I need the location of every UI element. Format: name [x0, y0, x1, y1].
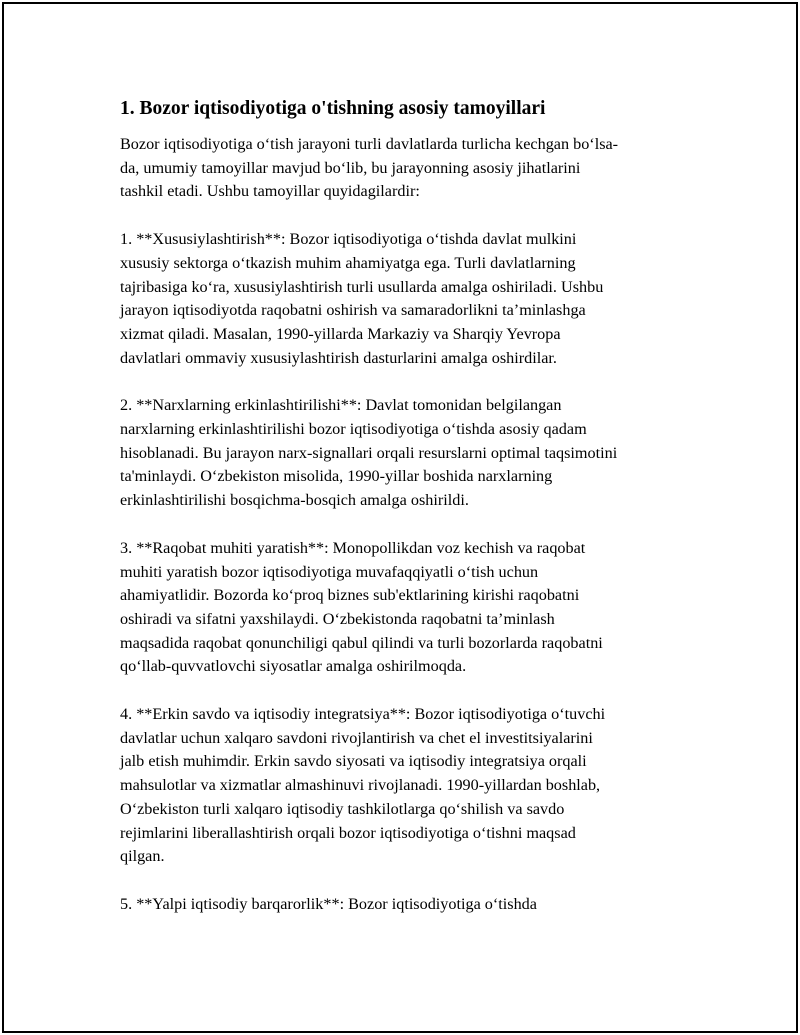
text-line: jarayon iqtisodiyotda raqobatni oshirish va samaradorlikni ta’minlashga: [120, 301, 586, 320]
text-line: O‘zbekiston turli xalqaro iqtisodiy tashkilotlarga qo‘shilish va savdo: [120, 799, 565, 818]
text-line: jalb etish muhimdir. Erkin savdo siyosati va iqtisodiy integratsiya orqali: [120, 752, 587, 771]
text-line: davlatlar uchun xalqaro savdoni rivojlantirish va chet el investitsiyalarini: [120, 728, 593, 747]
principle-5-paragraph: [120, 893, 694, 917]
text-line: 3. **Raqobat muhiti yaratish**: Monopollikdan voz kechish va raqobat: [120, 538, 586, 557]
text-line: tajribasiga ko‘ra, xususiylashtirish turli usullarda amalga oshiriladi. Ushbu: [120, 277, 604, 296]
section-heading: 1. Bozor iqtisodiyotiga o'tishning asosiy tamoyillari: [120, 98, 546, 119]
text-line: hisoblanadi. Bu jarayon narx-signallari orqali resurslarni optimal taqsimotini: [120, 443, 618, 462]
text-line: Bozor iqtisodiyotiga o‘tish jarayoni turli davlatlarda turlicha kechgan bo‘lsa-: [120, 135, 619, 153]
text-line: 1. **Xususiylashtirish**: Bozor iqtisodiyotiga o‘tishda davlat mulkini: [120, 230, 577, 249]
text-line: 2. **Narxlarning erkinlashtirilishi**: Davlat tomonidan belgilangan: [120, 396, 562, 415]
text-line: da, umumiy tamoyillar mavjud bo‘lib, bu jarayonning asosiy jihatlarini: [120, 158, 581, 177]
principle-4-paragraph: [120, 703, 694, 869]
text-line: maqsadida raqobat qonunchiligi qabul qilindi va turli bozorlarda raqobatni: [120, 633, 603, 652]
principle-2-paragraph: [120, 394, 694, 513]
text-line: oshiradi va sifatni yaxshilaydi. O‘zbekistonda raqobatni ta’minlash: [120, 609, 555, 628]
principle-3-paragraph: [120, 537, 694, 679]
text-line: 5. **Yalpi iqtisodiy barqarorlik**: Bozor iqtisodiyotiga o‘tishda: [120, 894, 537, 913]
text-line: muhiti yaratish bozor iqtisodiyotiga muvafaqqiyatli o‘tish uchun: [120, 562, 539, 581]
principle-1-paragraph: [120, 228, 694, 370]
text-line: mahsulotlar va xizmatlar almashinuvi rivojlanadi. 1990-yillardan boshlab,: [120, 776, 601, 795]
page-frame: [2, 2, 798, 1033]
text-line: davlatlari ommaviy xususiylashtirish dasturlarini amalga oshirdilar.: [120, 348, 557, 367]
text-line: xususiy sektorga o‘tkazish muhim ahamiyatga ega. Turli davlatlarning: [120, 253, 576, 272]
text-line: qilgan.: [120, 847, 165, 866]
text-line: narxlarning erkinlashtirilishi bozor iqtisodiyotiga o‘tishda asosiy qadam: [120, 420, 587, 439]
text-line: xizmat qiladi. Masalan, 1990-yillarda Markaziy va Sharqiy Yevropa: [120, 324, 561, 343]
text-line: rejimlarini liberallashtirish orqali bozor iqtisodiyotiga o‘tishni maqsad: [120, 823, 576, 842]
text-line: ahamiyatlidir. Bozorda ko‘proq biznes sub'ektlarining kirishi raqobatni: [120, 586, 580, 605]
intro-paragraph: [120, 133, 694, 204]
text-line: qo‘llab-quvvatlovchi siyosatlar amalga oshirilmoqda.: [120, 657, 467, 676]
text-line: erkinlashtirilishi bosqichma-bosqich amalga oshirildi.: [120, 491, 469, 510]
text-line: 4. **Erkin savdo va iqtisodiy integratsiya**: Bozor iqtisodiyotiga o‘tuvchi: [120, 705, 606, 724]
document-body: [120, 96, 694, 941]
text-line: ta'minlaydi. O‘zbekiston misolida, 1990-yillar boshida narxlarning: [120, 467, 553, 486]
text-line: tashkil etadi. Ushbu tamoyillar quyidagilardir:: [120, 182, 420, 201]
